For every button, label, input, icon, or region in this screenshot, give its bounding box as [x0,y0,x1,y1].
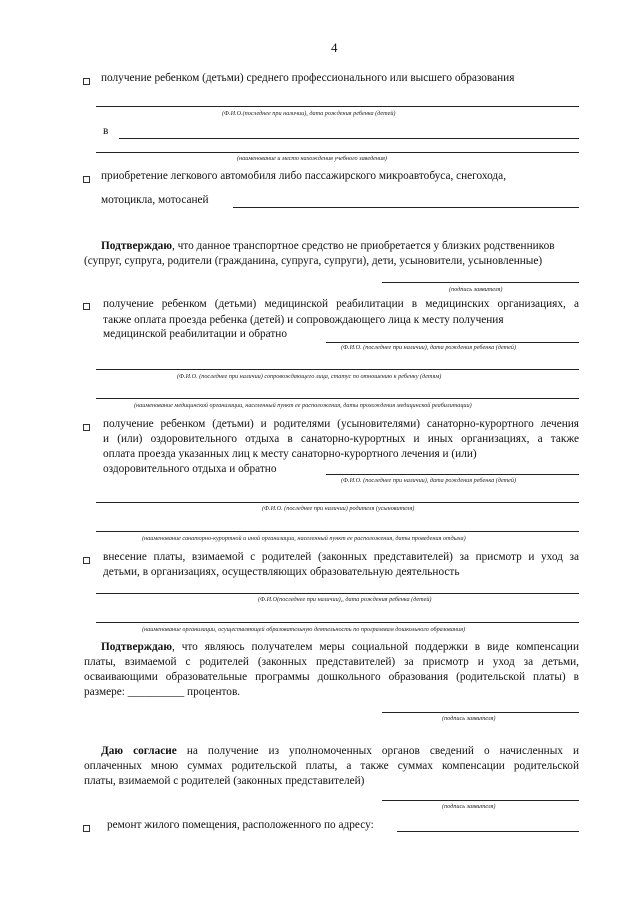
rehab-label-line-3: медицинской реабилитации и обратно [103,328,287,340]
compensation-confirm-line-2: платы, взимаемой с родителей (законных представителей) за присмотр и уход за детьми, [84,656,579,668]
vehicle-confirm-line-2: (супруг, супруга, родители (гражданина, супруга, супруги), дети, усыновители, усыновленные) [84,255,543,267]
consent-bold: Даю согласие [101,745,177,757]
sanatorium-label-line-4: оздоровительного отдыха и обратно [103,463,277,475]
compensation-signature-caption: (подпись заявителя) [442,715,496,722]
rehab-escort-line[interactable] [96,369,579,370]
checkbox-childcare-payment[interactable] [83,557,90,564]
sanatorium-parent-caption: (Ф.И.О. (последнее при наличии) родителя (усыновителя) [262,505,415,512]
rehab-escort-caption: (Ф.И.О. (последнее при наличии) сопровождающего лица, статус по отношению к ребенку (детям) [177,373,442,380]
vehicle-label-line-1: приобретение легкового автомобиля либо пассажирского микроавтобуса, снегохода, [101,170,507,182]
consent-line-2: оплаченных мною суммах родительской платы, а также суммах компенсации родительской [84,760,579,772]
education-label: получение ребенком (детьми) среднего профессионального или высшего образования [101,72,515,84]
child-name-caption: (Ф.И.О.(последнее при наличии), дата рождения ребенка (детей) [222,110,396,117]
rehab-label-line-1: получение ребенком (детьми) медицинской реабилитации в медицинских организациях, а [103,298,579,310]
rehab-child-line[interactable] [326,342,579,343]
childcare-child-line[interactable] [96,593,579,594]
rehab-org-line[interactable] [96,398,579,399]
consent-signature-line[interactable] [382,800,579,801]
sanatorium-label-line-1: получение ребенком (детьми) и родителями (усыновителями) санаторно-курортного лечения [103,418,579,430]
childcare-label-line-2: детьми, в организациях, осуществляющих образовательную деятельность [103,566,460,578]
checkbox-housing-repair[interactable] [83,825,90,832]
childcare-org-caption: (наименование организации, осуществляющей образовательную деятельность по программам дошкольного образования) [142,626,466,633]
institution-line-2[interactable] [96,152,579,153]
checkbox-sanatorium[interactable] [83,424,90,431]
housing-repair-label: ремонт жилого помещения, расположенного по адресу: [107,819,374,831]
vehicle-line[interactable] [233,207,579,208]
sanatorium-parent-line[interactable] [96,502,579,503]
childcare-child-caption: (Ф.И.О(последнее при наличии),, дата рождения ребенка (детей) [258,596,432,603]
checkbox-education[interactable] [83,78,90,85]
institution-caption: (наименование и место нахождения учебного заведения) [237,155,387,162]
confirm2-bold: Подтверждаю [101,641,172,653]
page-number: 4 [331,40,338,55]
vehicle-signature-line[interactable] [382,282,579,283]
preposition-in: в [103,125,109,137]
rehab-child-caption: (Ф.И.О. (последнее при наличии), дата рождения ребенка (детей) [341,344,517,351]
vehicle-confirm-line-1: Подтверждаю, что данное транспортное средство не приобретается у близких родственников [101,240,555,252]
rehab-label-line-2: также оплата проезда ребенка (детей) и сопровождающего лица к месту получения [103,314,504,326]
sanatorium-org-caption: (наименование санаторно-курортной и иной организации, населенный пункт ее расположения, даты проведения отдыха) [142,535,466,542]
checkbox-vehicle[interactable] [83,176,90,183]
compensation-signature-line[interactable] [382,712,579,713]
compensation-confirm-line-3: осваивающими образовательные программы дошкольного образования (родительской платы) в [84,671,579,683]
consent-line-3: платы, взимаемой с родителей (законных представителей) [84,775,365,787]
sanatorium-label-line-3: оплата проезда указанных лиц к месту санаторно-курортного лечения и (или) [103,448,477,460]
sanatorium-child-caption: (Ф.И.О. (последнее при наличии), дата рождения ребенка (детей) [341,477,517,484]
vehicle-label-line-2: мотоцикла, мотосаней [101,194,209,206]
sanatorium-label-line-2: и (или) оздоровительного отдыха в санаторно-курортных и иных организациях, а также [103,433,579,445]
vehicle-signature-caption: (подпись заявителя) [449,286,503,293]
sanatorium-org-line[interactable] [96,531,579,532]
housing-address-line[interactable] [397,831,579,832]
consent-signature-caption: (подпись заявителя) [442,803,496,810]
compensation-confirm-line-4: размере: __________ процентов. [84,686,241,698]
consent-line-1: Даю согласие на получение из уполномоченных органов сведений о начисленных и [101,745,579,757]
compensation-confirm-line-1: Подтверждаю, что являюсь получателем меры социальной поддержки в виде компенсации [101,641,579,653]
childcare-label-line-1: внесение платы, взимаемой с родителей (законных представителей) за присмотр и уход за [103,551,579,563]
rehab-org-caption: (наименование медицинской организации, населенный пункт ее расположения, даты прохождения медицинской реабилитации) [134,402,472,409]
checkbox-medical-rehab[interactable] [83,303,90,310]
institution-line-1[interactable] [119,138,579,139]
sanatorium-child-line[interactable] [326,474,579,475]
childcare-org-line[interactable] [96,622,579,623]
child-name-line[interactable] [96,106,579,107]
confirm-bold: Подтверждаю [101,240,172,252]
